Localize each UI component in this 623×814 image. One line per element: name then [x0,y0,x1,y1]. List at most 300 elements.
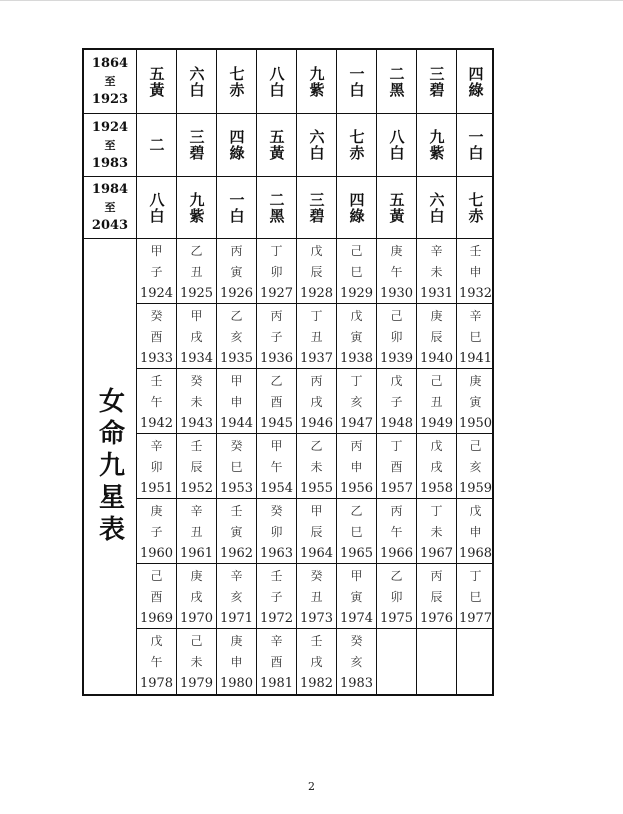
stem-char: 丁 [390,439,403,453]
stem-char: 庚 [469,374,482,388]
year-cell [257,434,297,499]
branch-char: 亥 [350,655,363,669]
year-number: 1936 [259,351,294,366]
year-cell [377,434,417,499]
year-cell [257,304,297,369]
star-cell [417,177,457,239]
branch-char: 卯 [270,265,283,279]
year-cell [457,564,494,629]
star-label: 七赤 [347,129,366,161]
year-cell [337,564,377,629]
star-cell [137,114,177,177]
stem-char: 甲 [270,439,283,453]
star-cell [257,177,297,239]
star-label: 三碧 [187,129,206,161]
stem-char: 丁 [310,309,323,323]
year-cell [377,239,417,304]
year-number: 1961 [179,546,214,561]
range-connector: 至 [104,201,116,214]
year-number: 1945 [259,416,294,431]
stem-char: 壬 [469,244,482,258]
year-number: 1977 [458,611,493,626]
year-number: 1978 [139,676,174,691]
year-cell [217,629,257,694]
star-label: 八白 [267,65,286,98]
stem-char: 壬 [270,569,283,583]
range-end-year: 2043 [91,218,129,233]
star-label: 一白 [347,65,366,98]
stem-char: 癸 [310,569,323,583]
stem-char: 戊 [430,439,443,453]
stem-char: 乙 [190,244,203,258]
year-number: 1934 [179,351,214,366]
star-label: 五黃 [387,191,406,224]
stem-char: 癸 [350,634,363,648]
year-cell [377,304,417,369]
branch-char: 未 [310,460,323,474]
stem-char: 辛 [270,634,283,648]
year-cell [177,239,217,304]
stem-char: 甲 [350,569,363,583]
title-cell [84,239,137,694]
branch-char: 子 [390,395,403,409]
branch-char: 午 [150,395,163,409]
year-number: 1955 [299,481,334,496]
year-number: 1952 [179,481,214,496]
year-number: 1966 [379,546,414,561]
star-cell [377,177,417,239]
stem-char: 丁 [350,374,363,388]
year-cell [417,434,457,499]
year-cell [217,434,257,499]
stem-char: 壬 [230,504,243,518]
star-label: 三碧 [427,65,446,98]
range-connector: 至 [104,75,116,88]
year-cell [137,239,177,304]
branch-char: 午 [270,460,283,474]
year-number: 1926 [219,286,254,301]
star-label: 二 [147,137,166,153]
branch-char: 酉 [390,460,403,474]
star-label: 一白 [227,191,246,224]
table-title: 女命九星表 [94,386,125,547]
year-cell [417,499,457,564]
branch-char: 戌 [310,655,323,669]
star-label: 六白 [307,129,326,161]
branch-char: 丑 [310,330,323,344]
star-label: 六白 [187,65,206,98]
year-number: 1941 [458,351,493,366]
stem-char: 己 [469,439,482,453]
year-cell [257,499,297,564]
branch-char: 巳 [350,525,363,539]
branch-char: 戌 [190,590,203,604]
year-cell [297,564,337,629]
star-label: 三碧 [307,191,326,224]
year-cell [297,369,337,434]
branch-char: 巳 [230,460,243,474]
branch-char: 戌 [310,395,323,409]
year-cell [137,629,177,694]
year-cell [457,499,494,564]
star-cell [177,50,217,114]
star-label: 六白 [427,191,446,224]
star-cell [177,114,217,177]
year-number: 1940 [419,351,454,366]
branch-char: 申 [350,460,363,474]
branch-char: 辰 [190,460,203,474]
year-cell [177,499,217,564]
year-number: 1972 [259,611,294,626]
star-label: 二黑 [267,191,286,224]
branch-char: 亥 [350,395,363,409]
stem-char: 丙 [350,439,363,453]
year-number: 1981 [259,676,294,691]
empty-cell [457,629,494,694]
year-number: 1965 [339,546,374,561]
star-label: 五黃 [267,129,286,161]
stem-char: 丙 [230,244,243,258]
star-cell [337,114,377,177]
star-cell [457,177,494,239]
branch-char: 辰 [430,590,443,604]
stem-char: 乙 [230,309,243,323]
branch-char: 子 [270,330,283,344]
year-number: 1928 [299,286,334,301]
star-cell [457,50,494,114]
year-number: 1974 [339,611,374,626]
stem-char: 丁 [469,569,482,583]
branch-char: 寅 [469,395,482,409]
branch-char: 未 [190,655,203,669]
year-number: 1964 [299,546,334,561]
year-cell [457,239,494,304]
stem-char: 丁 [270,244,283,258]
branch-char: 寅 [350,590,363,604]
branch-char: 巳 [350,265,363,279]
range-end-year: 1983 [91,155,129,171]
branch-char: 卯 [150,460,163,474]
year-cell [137,434,177,499]
star-label: 七赤 [466,191,485,224]
year-cell [137,304,177,369]
stem-char: 壬 [150,374,163,388]
branch-char: 午 [150,655,163,669]
year-cell [297,499,337,564]
year-number: 1937 [299,351,334,366]
branch-char: 戌 [190,330,203,344]
stem-char: 壬 [310,634,323,648]
year-number: 1942 [139,416,174,431]
year-number: 1959 [458,481,493,496]
empty-cell [377,629,417,694]
stem-char: 戊 [390,374,403,388]
branch-char: 酉 [150,590,163,604]
year-number: 1969 [139,611,174,626]
star-label: 九紫 [427,129,446,161]
stem-char: 庚 [230,634,243,648]
year-range-cell [84,114,137,177]
year-cell [257,629,297,694]
branch-char: 子 [150,265,163,279]
year-cell [337,239,377,304]
star-cell [297,50,337,114]
year-number: 1968 [458,546,493,561]
year-number: 1967 [419,546,454,561]
year-number: 1980 [219,676,254,691]
year-number: 1956 [339,481,374,496]
year-number: 1971 [219,611,254,626]
stem-char: 辛 [230,569,243,583]
year-number: 1953 [219,481,254,496]
branch-char: 酉 [150,330,163,344]
star-cell [297,114,337,177]
year-cell [137,369,177,434]
year-number: 1944 [219,416,254,431]
stem-char: 乙 [310,439,323,453]
stem-char: 癸 [230,439,243,453]
year-cell [297,434,337,499]
stem-char: 癸 [150,309,163,323]
branch-char: 申 [469,265,482,279]
page-number: 2 [308,780,315,793]
year-cell [457,434,494,499]
year-cell [337,434,377,499]
year-number: 1948 [379,416,414,431]
year-number: 1947 [339,416,374,431]
range-start-year: 1864 [91,56,129,71]
star-label: 八白 [147,191,166,224]
branch-char: 寅 [230,265,243,279]
year-number: 1962 [219,546,254,561]
stem-char: 丁 [430,504,443,518]
year-cell [297,304,337,369]
stem-char: 己 [350,244,363,258]
year-cell [337,304,377,369]
branch-char: 丑 [190,525,203,539]
branch-char: 辰 [310,525,323,539]
year-cell [457,369,494,434]
star-cell [217,50,257,114]
branch-char: 酉 [270,655,283,669]
year-cell [337,629,377,694]
branch-char: 寅 [350,330,363,344]
star-cell [377,50,417,114]
star-label: 四綠 [466,65,485,98]
star-label: 一白 [466,129,485,161]
star-cell [417,50,457,114]
stem-char: 癸 [190,374,203,388]
star-label: 九紫 [307,65,326,98]
stem-char: 乙 [270,374,283,388]
top-rule [0,0,623,1]
stem-char: 己 [150,569,163,583]
stem-char: 丙 [270,309,283,323]
year-cell [217,369,257,434]
year-number: 1975 [379,611,414,626]
year-cell [457,304,494,369]
nine-star-table [82,48,494,696]
star-cell [137,50,177,114]
branch-char: 辰 [430,330,443,344]
year-number: 1970 [179,611,214,626]
year-range-cell [84,50,137,114]
star-label: 九紫 [187,191,206,224]
branch-char: 丑 [310,590,323,604]
branch-char: 子 [270,590,283,604]
branch-char: 巳 [469,590,482,604]
year-number: 1951 [139,481,174,496]
year-cell [377,499,417,564]
branch-char: 申 [469,525,482,539]
branch-char: 辰 [310,265,323,279]
star-cell [377,114,417,177]
star-label: 四綠 [227,129,246,161]
star-cell [297,177,337,239]
stem-char: 乙 [390,569,403,583]
range-start-year: 1984 [91,182,129,197]
stem-char: 乙 [350,504,363,518]
year-number: 1958 [419,481,454,496]
branch-char: 卯 [390,590,403,604]
year-number: 1932 [458,286,493,301]
stem-char: 戊 [350,309,363,323]
year-cell [417,369,457,434]
branch-char: 亥 [230,590,243,604]
stem-char: 庚 [390,244,403,258]
star-cell [217,114,257,177]
branch-char: 午 [390,525,403,539]
stem-char: 丙 [390,504,403,518]
star-cell [337,50,377,114]
year-cell [257,239,297,304]
stem-char: 丙 [310,374,323,388]
year-cell [217,304,257,369]
year-number: 1931 [419,286,454,301]
year-cell [217,499,257,564]
star-cell [337,177,377,239]
stem-char: 己 [190,634,203,648]
branch-char: 戌 [430,460,443,474]
year-number: 1963 [259,546,294,561]
branch-char: 未 [430,525,443,539]
year-number: 1973 [299,611,334,626]
year-number: 1946 [299,416,334,431]
year-cell [337,499,377,564]
branch-char: 巳 [469,330,482,344]
stem-char: 辛 [190,504,203,518]
year-cell [177,369,217,434]
year-cell [297,239,337,304]
range-connector: 至 [104,138,116,152]
year-cell [417,239,457,304]
year-number: 1933 [139,351,174,366]
year-number: 1979 [179,676,214,691]
year-range-cell [84,177,137,239]
year-number: 1935 [219,351,254,366]
year-cell [177,564,217,629]
star-cell [217,177,257,239]
stem-char: 己 [390,309,403,323]
year-cell [337,369,377,434]
year-cell [137,499,177,564]
year-cell [257,564,297,629]
star-cell [257,114,297,177]
branch-char: 卯 [390,330,403,344]
year-number: 1960 [139,546,174,561]
stem-char: 己 [430,374,443,388]
year-number: 1929 [339,286,374,301]
year-number: 1983 [339,676,374,691]
year-number: 1950 [458,416,493,431]
star-cell [457,114,494,177]
stem-char: 辛 [430,244,443,258]
empty-cell [417,629,457,694]
star-cell [177,177,217,239]
year-number: 1939 [379,351,414,366]
year-cell [177,434,217,499]
star-cell [257,50,297,114]
year-cell [377,564,417,629]
year-cell [297,629,337,694]
branch-char: 申 [230,655,243,669]
range-end-year: 1923 [91,92,129,107]
branch-char: 午 [390,265,403,279]
branch-char: 酉 [270,395,283,409]
year-cell [417,564,457,629]
year-cell [137,564,177,629]
branch-char: 丑 [430,395,443,409]
branch-char: 未 [430,265,443,279]
year-number: 1954 [259,481,294,496]
branch-char: 亥 [469,460,482,474]
stem-char: 庚 [150,504,163,518]
star-label: 二黑 [387,65,406,98]
year-cell [417,304,457,369]
year-cell [257,369,297,434]
year-number: 1930 [379,286,414,301]
branch-char: 未 [190,395,203,409]
year-cell [177,629,217,694]
stem-char: 庚 [430,309,443,323]
stem-char: 丙 [430,569,443,583]
year-number: 1924 [139,286,174,301]
branch-char: 申 [230,395,243,409]
year-number: 1949 [419,416,454,431]
year-cell [217,564,257,629]
branch-char: 寅 [230,525,243,539]
star-cell [137,177,177,239]
star-label: 八白 [387,129,406,161]
stem-char: 戊 [310,244,323,258]
stem-char: 甲 [150,244,163,258]
stem-char: 甲 [190,309,203,323]
year-cell [177,304,217,369]
stem-char: 癸 [270,504,283,518]
stem-char: 辛 [150,439,163,453]
year-number: 1925 [179,286,214,301]
year-cell [217,239,257,304]
stem-char: 甲 [230,374,243,388]
year-number: 1957 [379,481,414,496]
year-cell [377,369,417,434]
branch-char: 丑 [190,265,203,279]
stem-char: 庚 [190,569,203,583]
star-label: 五黃 [147,65,166,98]
year-number: 1927 [259,286,294,301]
range-start-year: 1924 [91,119,129,135]
year-number: 1943 [179,416,214,431]
